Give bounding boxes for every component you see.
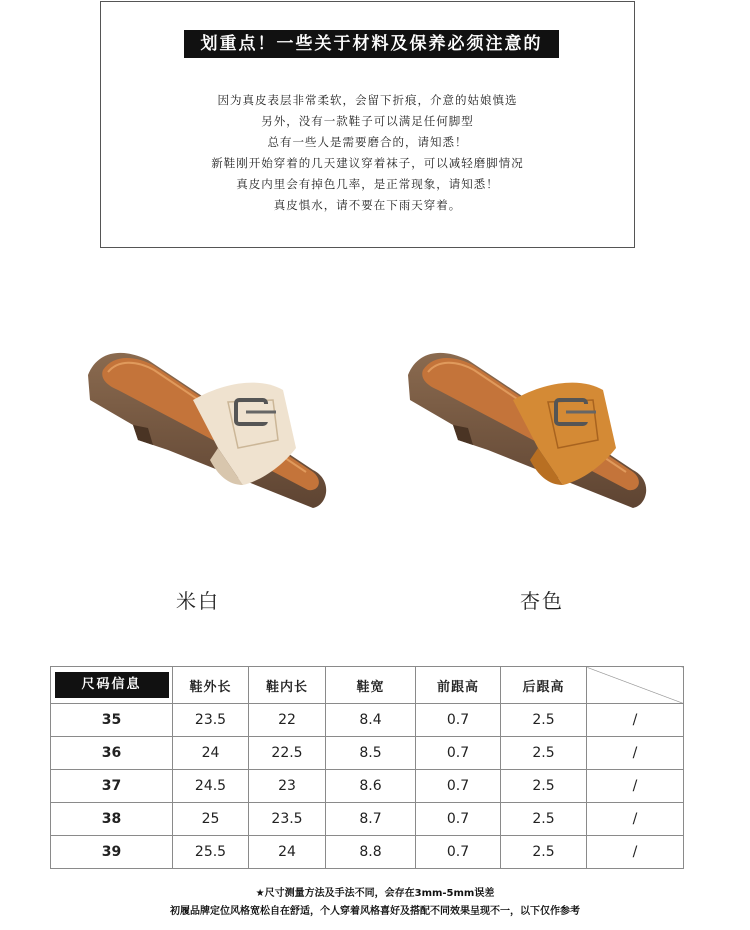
table-cell: 22.5 [249, 737, 326, 770]
table-cell: / [587, 704, 684, 737]
table-cell: 8.4 [326, 704, 416, 737]
table-cell: / [587, 737, 684, 770]
size-cell: 35 [51, 704, 173, 737]
footnote-measurement: ★尺寸测量方法及手法不同，会存在3mm-5mm误差 [255, 888, 495, 899]
table-row [51, 704, 684, 737]
notice-box [100, 1, 635, 248]
header-inner-length: 鞋内长 [249, 667, 326, 704]
table-row [51, 737, 684, 770]
size-table [50, 666, 684, 869]
notice-text [101, 90, 634, 216]
table-row [51, 770, 684, 803]
table-cell: 24 [173, 737, 249, 770]
color-label-left: 米白 [176, 589, 220, 613]
header-size-info [51, 667, 173, 704]
table-cell: 0.7 [416, 737, 501, 770]
color-label-right: 杏色 [520, 589, 564, 613]
table-cell: 0.7 [416, 803, 501, 836]
table-cell: 8.6 [326, 770, 416, 803]
table-cell: 0.7 [416, 836, 501, 869]
table-cell: 2.5 [501, 836, 587, 869]
table-row [51, 836, 684, 869]
header-back-heel: 后跟高 [501, 667, 587, 704]
notice-title: 划重点！一些关于材料及保养必须注意的 [184, 30, 559, 58]
table-cell: 2.5 [501, 803, 587, 836]
size-cell: 38 [51, 803, 173, 836]
table-cell: / [587, 836, 684, 869]
table-header-row [51, 667, 684, 704]
sandal-image-left [78, 330, 338, 520]
table-cell: / [587, 803, 684, 836]
table-row [51, 803, 684, 836]
table-cell: 24.5 [173, 770, 249, 803]
header-outer-length: 鞋外长 [173, 667, 249, 704]
size-cell: 37 [51, 770, 173, 803]
notice-line: 真皮惧水，请不要在下雨天穿着。 [273, 198, 462, 212]
table-cell: 23.5 [173, 704, 249, 737]
header-width: 鞋宽 [326, 667, 416, 704]
table-cell: 23 [249, 770, 326, 803]
table-cell: / [587, 770, 684, 803]
header-empty-diagonal [587, 667, 684, 704]
table-cell: 22 [249, 704, 326, 737]
size-info-pill: 尺码信息 [55, 672, 169, 698]
footnote-disclaimer: 初履品牌定位风格宽松自在舒适，个人穿着风格喜好及搭配不同效果呈现不一，以下仅作参考 [170, 906, 580, 917]
table-cell: 2.5 [501, 737, 587, 770]
sandal-image-right [398, 330, 658, 520]
table-cell: 23.5 [249, 803, 326, 836]
table-cell: 2.5 [501, 704, 587, 737]
header-front-heel: 前跟高 [416, 667, 501, 704]
notice-line: 总有一些人是需要磨合的，请知悉！ [267, 135, 468, 149]
table-cell: 25 [173, 803, 249, 836]
notice-line: 新鞋刚开始穿着的几天建议穿着袜子，可以减轻磨脚情况 [211, 156, 524, 170]
table-cell: 0.7 [416, 704, 501, 737]
table-cell: 8.7 [326, 803, 416, 836]
table-cell: 24 [249, 836, 326, 869]
notice-line: 另外，没有一款鞋子可以满足任何脚型 [261, 114, 474, 128]
notice-line: 真皮内里会有掉色几率，是正常现象，请知悉！ [236, 177, 499, 191]
size-cell: 36 [51, 737, 173, 770]
table-cell: 2.5 [501, 770, 587, 803]
table-cell: 25.5 [173, 836, 249, 869]
size-cell: 39 [51, 836, 173, 869]
notice-line: 因为真皮表层非常柔软，会留下折痕，介意的姑娘慎选 [217, 93, 518, 107]
table-cell: 8.8 [326, 836, 416, 869]
table-cell: 8.5 [326, 737, 416, 770]
table-cell: 0.7 [416, 770, 501, 803]
